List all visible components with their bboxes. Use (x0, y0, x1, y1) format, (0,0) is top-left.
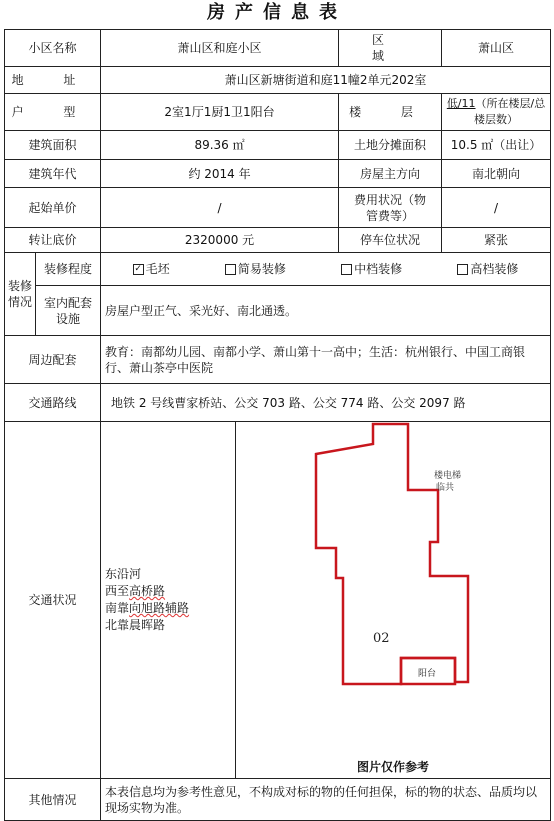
page-title: 房产信息表 (207, 2, 347, 23)
transport-routes-value: 地铁 2 号线曹家桥站、公交 703 路、公交 774 路、公交 2097 路 (101, 384, 551, 422)
property-info-table (4, 29, 551, 821)
orientation-value: 南北朝向 (442, 160, 551, 188)
decoration-options (101, 253, 551, 286)
road-south: 南靠向旭路辅路 (105, 601, 190, 615)
road-east: 东沿河 (105, 567, 142, 581)
elevator-label-2: 临共 (436, 483, 455, 493)
decoration-option-label: 中档装修 (354, 262, 403, 276)
area-value: 89.36 ㎡ (101, 131, 339, 160)
roads-list (101, 422, 236, 779)
layout-label: 户 型 (5, 94, 101, 131)
floorplan-outline (316, 424, 468, 684)
address-value: 萧山区新塘街道和庭11幢2单元202室 (101, 67, 551, 94)
decoration-option-label: 简易装修 (237, 262, 286, 276)
transfer-price-value: 2320000 元 (101, 228, 339, 253)
surroundings-value: 教育：南都幼儿园、南都小学、萧山第十一高中；生活：杭州银行、中国工商银行、萧山茶亭中医院 (101, 336, 551, 384)
parking-value: 紧张 (442, 228, 551, 253)
layout-value: 2室1厅1厨1卫1阳台 (101, 94, 339, 131)
traffic-status-label: 交通状况 (5, 422, 101, 779)
other-label: 其他情况 (5, 779, 101, 821)
fee-status-label: 费用状况（物管费等） (339, 188, 442, 228)
decoration-option (225, 261, 286, 277)
transport-routes-label: 交通路线 (5, 384, 101, 422)
row-layout (5, 94, 551, 131)
road-west: 西至高桥路 (105, 584, 166, 598)
fee-status-value: / (442, 188, 551, 228)
row-transport (5, 384, 551, 422)
floor-note: （所在楼层/总楼层数） (474, 97, 546, 126)
row-built-year (5, 160, 551, 188)
start-price-value: / (101, 188, 339, 228)
community-value: 萧山区和庭小区 (101, 30, 339, 67)
row-other (5, 779, 551, 821)
other-value: 本表信息均为参考性意见，不构成对标的物的任何担保，标的物的状态、品质均以现场实物为准。 (101, 779, 551, 821)
decoration-option (133, 261, 170, 277)
checkbox-icon (457, 264, 468, 275)
elevator-label-1: 楼电梯 (434, 471, 462, 481)
row-decoration-level (5, 253, 551, 286)
road-north: 北靠晨晖路 (105, 618, 166, 632)
built-year-value: 约 2014 年 (101, 160, 339, 188)
room-label: 02 (373, 631, 390, 646)
decoration-option-label: 毛坯 (145, 262, 170, 276)
address-label: 地 址 (5, 67, 101, 94)
indoor-facilities-label: 室内配套设施 (36, 286, 101, 336)
built-year-label: 建筑年代 (5, 160, 101, 188)
transfer-price-label: 转让底价 (5, 228, 101, 253)
land-share-value: 10.5 ㎡（出让） (442, 131, 551, 160)
decoration-option-label: 高档装修 (470, 262, 519, 276)
surroundings-label: 周边配套 (5, 336, 101, 384)
floor-current: 低/11 (446, 97, 476, 110)
checkbox-icon (225, 264, 236, 275)
checkbox-icon (341, 264, 352, 275)
floor-value (442, 94, 551, 131)
orientation-label: 房屋主方向 (339, 160, 442, 188)
row-traffic (5, 422, 551, 779)
checked-box-icon: ✓ (134, 263, 142, 274)
district-label: 区 域 (339, 30, 442, 67)
decoration-option (341, 261, 402, 277)
start-price-label: 起始单价 (5, 188, 101, 228)
row-indoor (5, 286, 551, 336)
floorplan-image (236, 422, 550, 778)
decoration-level-label: 装修程度 (36, 253, 101, 286)
land-share-label: 土地分摊面积 (339, 131, 442, 160)
parking-label: 停车位状况 (339, 228, 442, 253)
row-community (5, 30, 551, 67)
row-start-price (5, 188, 551, 228)
indoor-facilities-value: 房屋户型正气、采光好、南北通透。 (101, 286, 551, 336)
floorplan-cell (236, 422, 551, 779)
row-area (5, 131, 551, 160)
floorplan-caption: 图片仅作参考 (357, 760, 430, 774)
row-transfer-price (5, 228, 551, 253)
decoration-group-label: 装修情况 (5, 253, 36, 336)
row-address (5, 67, 551, 94)
decoration-option (457, 261, 518, 277)
floor-label: 楼 层 (339, 94, 442, 131)
community-label: 小区名称 (5, 30, 101, 67)
balcony-label: 阳台 (418, 669, 437, 679)
row-surroundings (5, 336, 551, 384)
district-value: 萧山区 (442, 30, 551, 67)
area-label: 建筑面积 (5, 131, 101, 160)
